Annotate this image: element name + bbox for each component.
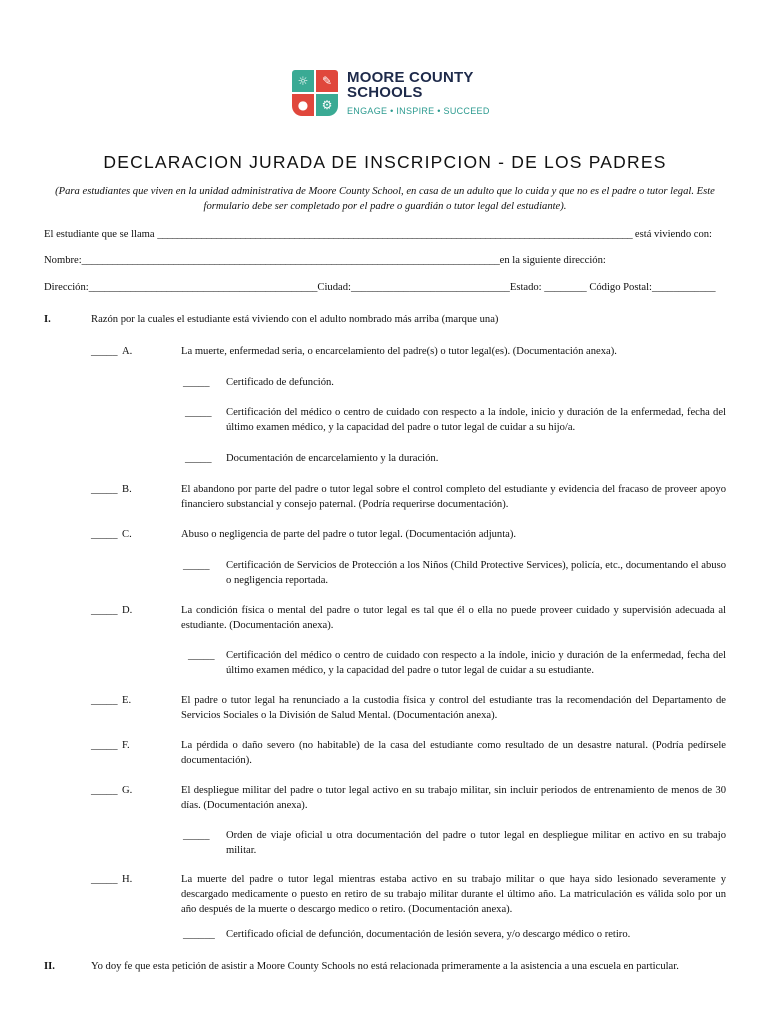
sub-checkbox-h1[interactable]: ______ xyxy=(183,929,215,940)
item-text-h: La muerte del padre o tutor legal mientras estaba activo en su trabajo militar o que haya sido lesionado severamente y descargado medicamente o puesto en retiro de su trabajo militar durante el último año. La matriculación es válida solo por un año después de la muerte o descargo medico o retiro. (Documentación anexa). xyxy=(181,874,726,915)
item-letter-d: D. xyxy=(122,605,133,616)
address-label: Dirección: xyxy=(44,282,89,293)
sub-checkbox-g1[interactable]: _____ xyxy=(183,830,210,841)
item-letter-b: B. xyxy=(122,484,132,495)
sub-checkbox-a3[interactable]: _____ xyxy=(185,453,212,464)
logo-line1: MOORE COUNTY xyxy=(347,69,474,86)
student-name-row xyxy=(44,227,712,242)
page-title: DECLARACION JURADA DE INSCRIPCION - DE LOS PADRES xyxy=(103,152,667,172)
sub-text-a1: Certificado de defunción. xyxy=(226,377,334,388)
sub-text-c1: Certificación de Servicios de Protección a los Niños (Child Protective Services), policía, etc., documentando el abuso o negligencia reportada. xyxy=(226,560,726,586)
student-suffix: está viviendo con: xyxy=(634,229,713,240)
sub-text-a2: Certificación del médico o centro de cuidado con respecto a la índole, inicio y duración de la enfermedad, fecha del último examen médico, y la capacidad del padre o tutor legal de cuidar a su hijo/a. xyxy=(226,407,726,433)
item-letter-f: F. xyxy=(122,740,130,751)
checkbox-f[interactable]: _____ xyxy=(91,740,118,751)
state-label: Estado: xyxy=(509,282,542,293)
sub-checkbox-d1[interactable]: _____ xyxy=(188,650,215,661)
sub-text-g1: Orden de viaje oficial u otra documentación del padre o tutor legal en despliegue militar en activo en su trabajo militar. xyxy=(226,830,726,856)
item-letter-g: G. xyxy=(122,785,133,796)
section-1-heading: Razón por la cuales el estudiante está viviendo con el adulto nombrado más arriba (marque una) xyxy=(91,314,499,325)
city-field[interactable]: ______________________________ xyxy=(350,282,510,293)
checkbox-d[interactable]: _____ xyxy=(91,605,118,616)
zip-field[interactable]: ____________ xyxy=(652,282,716,293)
sub-checkbox-a2[interactable]: _____ xyxy=(185,407,212,418)
address-field[interactable]: ____________________________________________ xyxy=(88,282,318,293)
item-letter-c: C. xyxy=(122,529,132,540)
sub-checkbox-a1[interactable]: _____ xyxy=(183,377,210,388)
name-label: Nombre: xyxy=(44,255,82,266)
adult-name-row xyxy=(44,253,606,268)
state-field[interactable]: ________ xyxy=(544,282,587,293)
item-text-e: El padre o tutor legal ha renunciado a la custodia física y control del estudiante tras la recomendación del Departamento de Servicios Sociales o la División de Salud Mental. (Documentación anexa). xyxy=(181,695,726,721)
item-text-b: El abandono por parte del padre o tutor legal sobre el control completo del estudiante y evidencia del fracaso de proveer apoyo financiero substancial y consejo paternal. (Podría requerirse documentación). xyxy=(181,484,726,510)
zip-label: Código Postal: xyxy=(589,282,653,293)
instructions-note: (Para estudiantes que viven en la unidad administrativa de Moore County School, en casa de un adulto que lo cuida y que no es el padre o tutor legal. Este formulario debe ser completado por el padre o guardián o tutor legal del estudiante). xyxy=(55,186,715,212)
checkbox-b[interactable]: _____ xyxy=(91,484,118,495)
student-label: El estudiante que se llama xyxy=(44,229,155,240)
item-text-c: Abuso o negligencia de parte del padre o tutor legal. (Documentación adjunta). xyxy=(181,529,517,540)
item-text-f: La pérdida o daño severo (no habitable) de la casa del estudiante como resultado de un desastre natural. (Podría pedírsele documentación). xyxy=(181,740,726,766)
city-label: Ciudad: xyxy=(317,282,351,293)
section-2-text: Yo doy fe que esta petición de asistir a Moore County Schools no está relacionada primeramente a la asistencia a una escuela en particular. xyxy=(91,961,679,972)
checkbox-h[interactable]: _____ xyxy=(91,874,118,885)
address-row xyxy=(44,280,716,295)
adult-name-field[interactable]: __________________________________________________________________________________ xyxy=(81,255,500,266)
logo-line2: SCHOOLS xyxy=(347,84,423,101)
item-text-g: El despliegue militar del padre o tutor legal activo en su trabajo militar, sin incluir periodos de entrenamiento de menos de 30 días. (Documentación anexa). xyxy=(181,785,726,811)
section-1-numeral: I. xyxy=(44,314,51,325)
sub-text-h1: Certificado oficial de defunción, documentación de lesión severa, y/o descargo médico o retiro. xyxy=(226,929,631,940)
checkbox-c[interactable]: _____ xyxy=(91,529,118,540)
checkbox-a[interactable]: _____ xyxy=(91,346,118,357)
sub-checkbox-c1[interactable]: _____ xyxy=(183,560,210,571)
checkbox-g[interactable]: _____ xyxy=(91,785,118,796)
section-2-numeral: II. xyxy=(44,961,55,972)
ball-icon: ● xyxy=(292,94,314,116)
school-logo xyxy=(292,69,490,132)
item-letter-e: E. xyxy=(122,695,132,706)
student-name-field[interactable]: _________________________________________________________________________________________________ xyxy=(157,229,633,240)
item-letter-a: A. xyxy=(122,346,133,357)
logo-tagline: ENGAGE • INSPIRE • SUCCEED xyxy=(347,106,490,116)
item-text-d: La condición física o mental del padre o tutor legal es tal que él o ella no puede proveer cuidado y supervisión adecuada al estudiante. (Documentación anexa). xyxy=(181,605,726,631)
item-text-a: La muerte, enfermedad seria, o encarcelamiento del padre(s) o tutor legal(es). (Documentación anexa). xyxy=(181,346,617,357)
gear-icon: ⚙ xyxy=(316,94,338,116)
checkbox-e[interactable]: _____ xyxy=(91,695,118,706)
sub-text-a3: Documentación de encarcelamiento y la duración. xyxy=(226,453,439,464)
item-letter-h: H. xyxy=(122,874,133,885)
pencil-icon: ✎ xyxy=(316,70,338,92)
name-suffix: en la siguiente dirección: xyxy=(499,255,606,266)
lightbulb-icon: ☼ xyxy=(292,70,314,92)
sub-text-d1: Certificación del médico o centro de cuidado con respecto a la índole, inicio y duración de la enfermedad, fecha del último examen médico, y la capacidad del padre o tutor legal de cuidar a su estudiante. xyxy=(226,650,726,676)
